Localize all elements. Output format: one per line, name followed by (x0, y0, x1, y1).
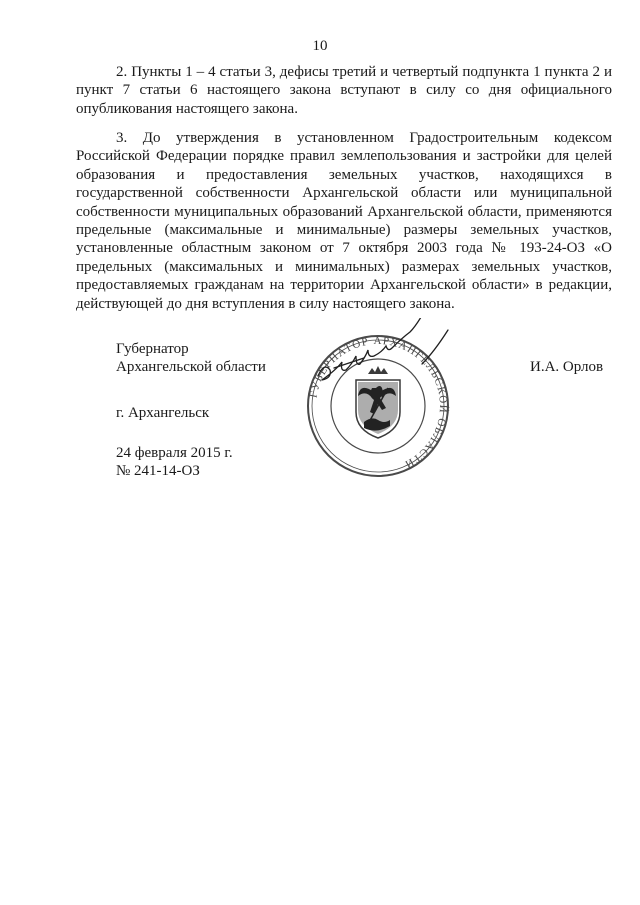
place-of-signing: г. Архангельск (116, 405, 210, 421)
signatory-title (116, 340, 266, 377)
official-seal-stamp (298, 318, 458, 478)
signatory-title-line1: Губернатор (116, 341, 189, 357)
paragraph-2: 2. Пункты 1 – 4 статьи 3, дефисы третий и четвертый подпункта 1 пункта 2 и пункт 7 статьи 6 настоящего закона вступают в силу со дня официального опубликования настоящего закона. (76, 64, 612, 117)
law-number: № 241-14-ОЗ (116, 463, 200, 480)
signatory-title-line2: Архангельской области (116, 359, 266, 376)
coat-of-arms-icon (356, 366, 400, 438)
paragraph-3: 3. До утверждения в установленном Градостроительным кодексом Российской Федерации порядке правил землепользования и застройки для целей образования и предоставления земельных участков, находящихся в государственной собственности Архангельской области или муниципальной собственности муниципальных образований Архангельской области, применяются предельные (максимальные и минимальные) размеры земельных участков, установленные областным законом от 7 октября 2003 года № 193-24-ОЗ «О предельных (максимальных и минимальных) размерах земельных участков, предоставляемых гражданам на территории Архангельской области» в редакции, действующей до дня вступления в силу настоящего закона. (76, 130, 612, 312)
date-block (116, 444, 233, 481)
seal-text: ГУБЕРНАТОР АРХАНГЕЛЬСКОЙ ОБЛАСТИ (307, 334, 450, 471)
signatory-name: И.А. Орлов (530, 359, 604, 375)
signing-date: 24 февраля 2015 г. (116, 445, 233, 461)
page-number: 10 (312, 38, 328, 54)
